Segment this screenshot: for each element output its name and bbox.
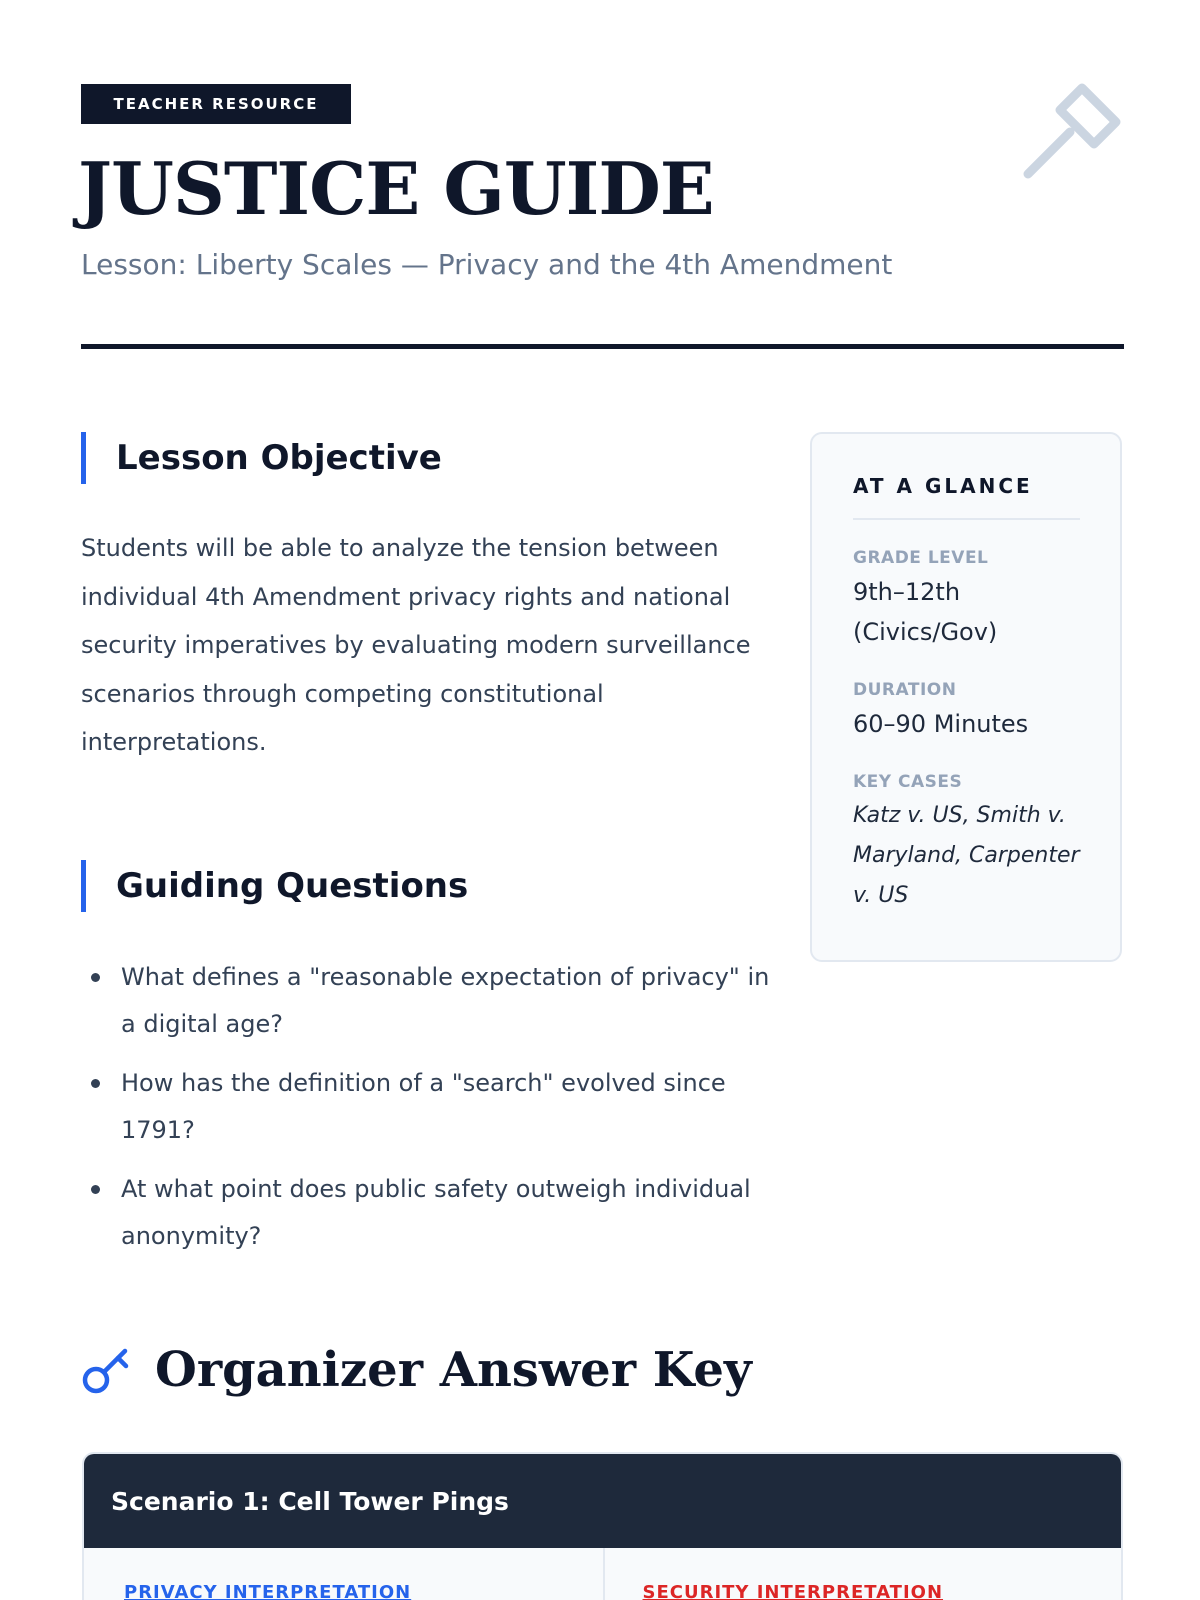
glance-title: AT A GLANCE <box>853 474 1080 520</box>
page-title: JUSTICE GUIDE <box>78 146 714 231</box>
lesson-subtitle: Lesson: Liberty Scales — Privacy and the 4th Amendment <box>81 248 893 281</box>
grade-level-value: 9th–12th (Civics/Gov) <box>853 578 998 646</box>
question-text: How has the definition of a "search" evolved since 1791? <box>121 1069 726 1144</box>
answer-key-heading <box>81 1340 752 1400</box>
bullet-icon <box>91 1079 100 1088</box>
scenario-card <box>82 1452 1123 1600</box>
gavel-icon <box>1010 80 1130 190</box>
lesson-objective-heading: Lesson Objective <box>81 432 442 484</box>
lesson-objective-text: Students will be able to analyze the tension between individual 4th Amendment privacy rights and national security imperatives by evaluating modern surveillance scenarios through competing constitutional interpretations. <box>81 534 751 756</box>
privacy-interpretation-label: PRIVACY INTERPRETATION <box>84 1548 605 1600</box>
question-text: What defines a "reasonable expectation of privacy" in a digital age? <box>121 963 770 1038</box>
guiding-questions-heading: Guiding Questions <box>81 860 468 912</box>
at-a-glance-card <box>810 432 1122 962</box>
bullet-icon <box>91 1185 100 1194</box>
bullet-icon <box>91 973 100 982</box>
duration-value: 60–90 Minutes <box>853 710 1029 738</box>
scenario-title: Scenario 1: Cell Tower Pings <box>84 1454 1121 1548</box>
answer-key-title: Organizer Answer Key <box>155 1342 752 1398</box>
header-divider <box>81 344 1124 349</box>
list-item <box>81 1166 781 1260</box>
key-cases-label: KEY CASES <box>853 772 963 792</box>
key-icon <box>81 1344 133 1396</box>
list-item <box>81 954 781 1048</box>
guiding-questions-list <box>81 954 781 1272</box>
grade-level-label: GRADE LEVEL <box>853 548 989 568</box>
question-text: At what point does public safety outweigh individual anonymity? <box>121 1175 751 1250</box>
teacher-resource-badge: TEACHER RESOURCE <box>81 84 351 124</box>
scenario-columns <box>84 1548 1121 1600</box>
key-cases-value: Katz v. US, Smith v. Maryland, Carpenter v. US <box>853 803 1080 908</box>
duration-label: DURATION <box>853 680 957 700</box>
list-item <box>81 1060 781 1154</box>
security-interpretation-label: SECURITY INTERPRETATION <box>642 1582 944 1600</box>
